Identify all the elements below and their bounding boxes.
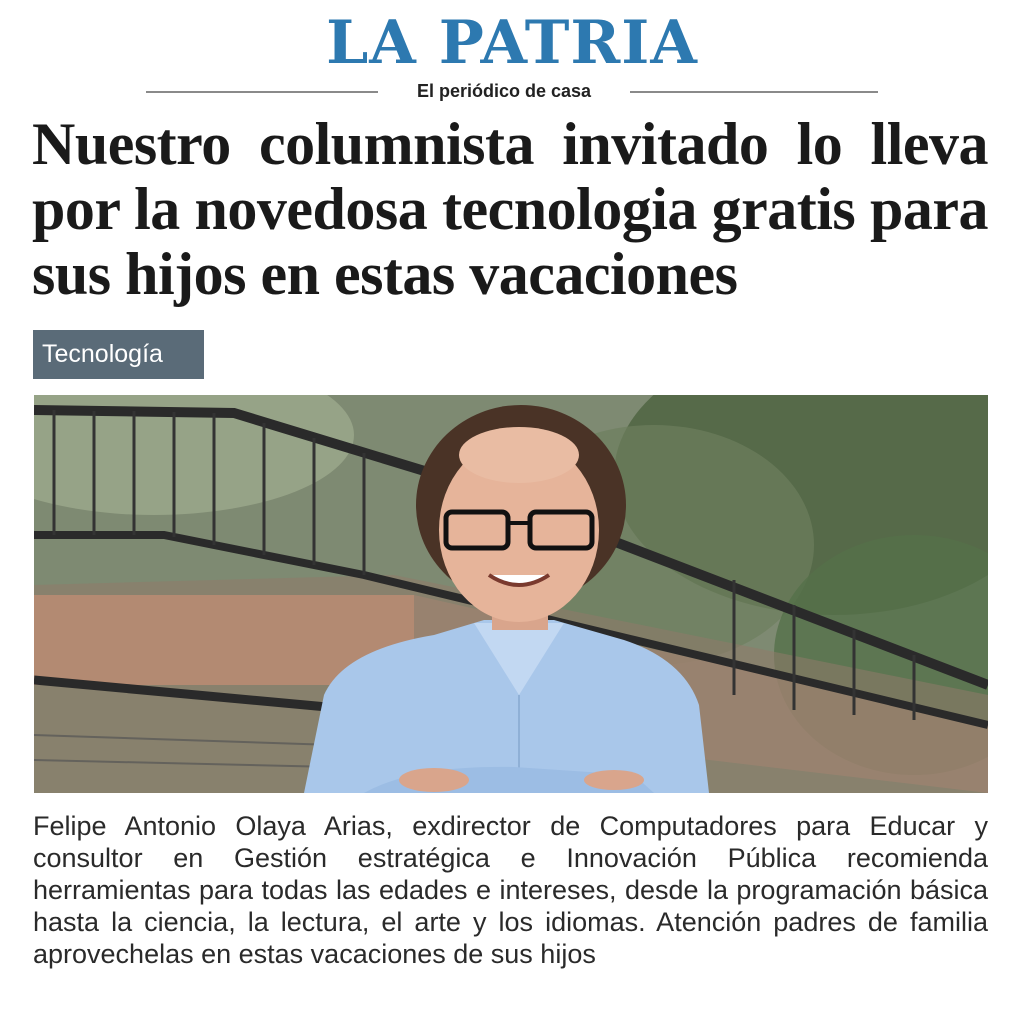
logo[interactable]: LA PATRIA [326, 8, 698, 78]
section-tag[interactable]: Tecnología [33, 330, 204, 379]
photo-illustration [34, 395, 988, 793]
article-headline: Nuestro columnista invitado lo lleva por la novedosa tecnologia gratis para sus hijos en estas vacaciones [32, 111, 988, 307]
tagline-divider-right [630, 91, 878, 93]
tagline-divider-left [146, 91, 378, 93]
masthead [0, 8, 1024, 78]
photo-caption: Felipe Antonio Olaya Arias, exdirector de Computadores para Educar y consultor en Gestión estratégica e Innovación Pública recomienda herramientas para todas las edades e intereses, desde la programación básica hasta la ciencia, la lectura, el arte y los idiomas. Atención padres de familia aprovechelas en estas vacaciones de sus hijos [33, 811, 988, 969]
tagline-row [146, 78, 878, 104]
article-photo [34, 395, 988, 793]
tagline: El periódico de casa [416, 81, 592, 101]
